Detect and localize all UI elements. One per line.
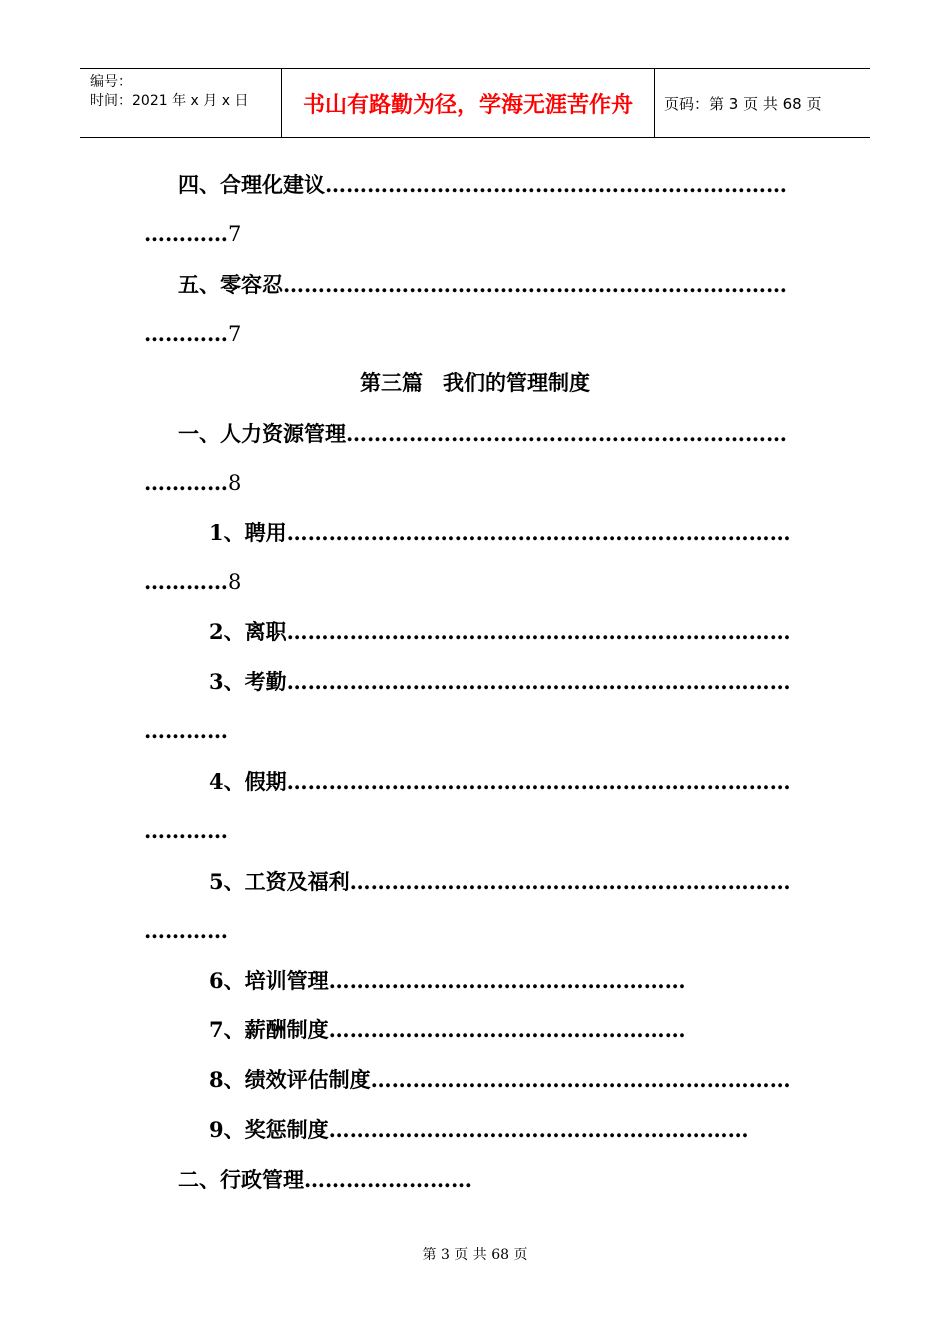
toc-leader-dots: ………… (144, 818, 228, 843)
toc-leader-dots: ……………………………………………………………… (283, 272, 787, 297)
toc-entry-leave[interactable] (209, 767, 791, 797)
toc-entry-training[interactable] (209, 966, 686, 996)
toc-entry-title: 7、薪酬制度 (209, 1017, 329, 1042)
page-header (80, 68, 870, 138)
toc-entry-title: 5、工资及福利 (209, 869, 350, 894)
toc-entry-title: 6、培训管理 (209, 968, 329, 993)
toc-leader-dots: ……………………………………………………………… (286, 619, 791, 644)
toc-entry-resignation[interactable] (209, 617, 791, 647)
toc-entry-continuation (144, 319, 241, 349)
toc-leader-dots: ………… (144, 718, 228, 743)
toc-leader-dots: …………………………………………… (328, 968, 686, 993)
toc-leader-dots: …………………………………………… (328, 1017, 686, 1042)
toc-page-number: 8 (228, 471, 242, 495)
toc-entry-admin[interactable] (178, 1165, 472, 1195)
toc-entry-continuation (144, 716, 228, 746)
date-label: 时间：2021 年 x 月 x 日 (90, 93, 249, 109)
toc-leader-dots: ………… (144, 569, 228, 594)
toc-entry-title: 四、合理化建议 (178, 172, 325, 197)
toc-leader-dots: ……………………………………………………………… (286, 669, 791, 694)
toc-entry-title: 二、行政管理 (178, 1167, 304, 1192)
toc-entry-suggestions[interactable] (178, 170, 787, 200)
toc-entry-continuation (144, 468, 241, 498)
toc-entry-attendance[interactable] (209, 667, 791, 697)
header-motto: 书山有路勤为径，学海无涯苦作舟 (282, 69, 655, 137)
page-footer: 第 3 页 共 68 页 (422, 1247, 528, 1263)
toc-entry-rewards[interactable] (209, 1115, 749, 1145)
toc-entry-continuation (144, 916, 228, 946)
toc-entry-continuation (144, 567, 241, 597)
toc-entry-performance[interactable] (209, 1065, 791, 1095)
section-heading (0, 368, 950, 398)
section-part: 第三篇 (360, 370, 423, 395)
toc-leader-dots: ………… (144, 918, 228, 943)
section-title: 我们的管理制度 (443, 370, 590, 395)
toc-leader-dots: …………………………………………………… (328, 1117, 749, 1142)
header-meta-cell (80, 69, 282, 137)
header-page-info: 页码：第 3 页 共 68 页 (664, 94, 822, 113)
toc-leader-dots: …………………………………………………… (370, 1067, 791, 1092)
toc-leader-dots: …………………… (304, 1167, 472, 1192)
toc-entry-continuation (144, 219, 241, 249)
toc-entry-title: 一、人力资源管理 (178, 421, 346, 446)
toc-page-number: 8 (228, 570, 242, 594)
serial-label: 编号： (90, 74, 132, 90)
toc-page-number: 7 (228, 322, 242, 346)
toc-entry-title: 8、绩效评估制度 (209, 1067, 371, 1092)
toc-entry-hr[interactable] (178, 419, 787, 449)
toc-leader-dots: ………… (144, 321, 228, 346)
toc-leader-dots: ………… (144, 470, 228, 495)
toc-leader-dots: ……………………………………………………………… (286, 520, 791, 545)
toc-entry-title: 4、假期 (209, 769, 287, 794)
toc-entry-title: 1、聘用 (209, 520, 287, 545)
toc-entry-zero-tolerance[interactable] (178, 270, 787, 300)
toc-leader-dots: ……………………………………………………………… (286, 769, 791, 794)
toc-entry-title: 3、考勤 (209, 669, 287, 694)
toc-entry-continuation (144, 816, 228, 846)
toc-leader-dots: ……………………………………………………… (349, 869, 791, 894)
toc-entry-title: 2、离职 (209, 619, 287, 644)
toc-entry-compensation[interactable] (209, 1015, 686, 1045)
toc-leader-dots: ……………………………………………………… (346, 421, 787, 446)
toc-leader-dots: ………… (144, 221, 228, 246)
toc-leader-dots: ………………………………………………………… (325, 172, 787, 197)
toc-page-number: 7 (228, 222, 242, 246)
toc-entry-title: 五、零容忍 (178, 272, 283, 297)
toc-entry-hiring[interactable] (209, 518, 791, 548)
toc-entry-title: 9、奖惩制度 (209, 1117, 329, 1142)
toc-entry-salary-benefits[interactable] (209, 867, 791, 897)
